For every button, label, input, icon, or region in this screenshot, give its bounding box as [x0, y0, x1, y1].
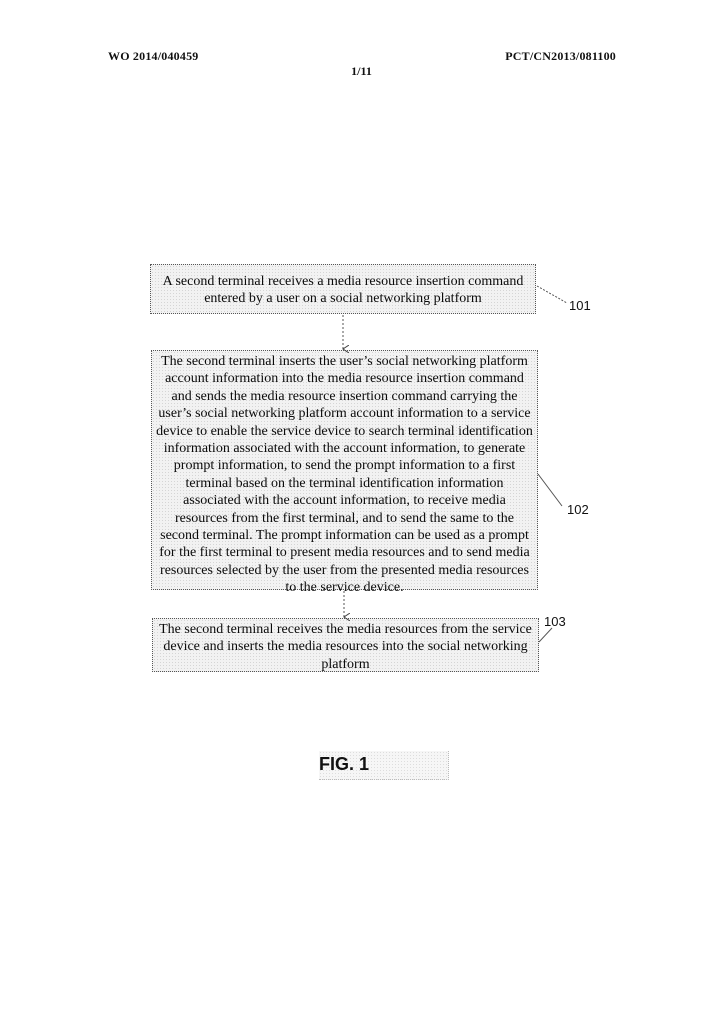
leader-line-101	[537, 286, 567, 303]
ref-label-102: 102	[567, 502, 589, 517]
ref-label-103: 103	[544, 614, 566, 629]
figure-label-box	[319, 751, 449, 780]
application-number: PCT/CN2013/081100	[505, 49, 616, 63]
leader-line-102	[538, 474, 562, 506]
step-102-text: The second terminal inserts the user’s social networking platform account information into the media resource insertion command and sends the media resource insertion command carrying the user’s social networking platform account information to a service device to enable the service device to search terminal identification information associated with the account information, to generate prompt information, to send the prompt information to a first terminal based on the terminal identification information associated with the account information, to receive media resources from the first terminal, and to send the same to the second terminal. The prompt information can be used as a prompt for the first terminal to present media resources and to send media resources selected by the user from the presented media resources to the service device.	[156, 354, 533, 596]
step-101-text: A second terminal receives a media resource insertion command entered by a user on a social networking platform	[162, 274, 524, 307]
figure-label: FIG. 1	[319, 754, 370, 774]
leader-line-103	[539, 628, 552, 642]
sheet-number: 1/11	[351, 64, 372, 78]
step-103-text: The second terminal receives the media resources from the service device and inserts the media resources into the social networking platform	[159, 622, 532, 672]
publication-number: WO 2014/040459	[108, 49, 199, 63]
ref-label-101: 101	[569, 298, 591, 313]
